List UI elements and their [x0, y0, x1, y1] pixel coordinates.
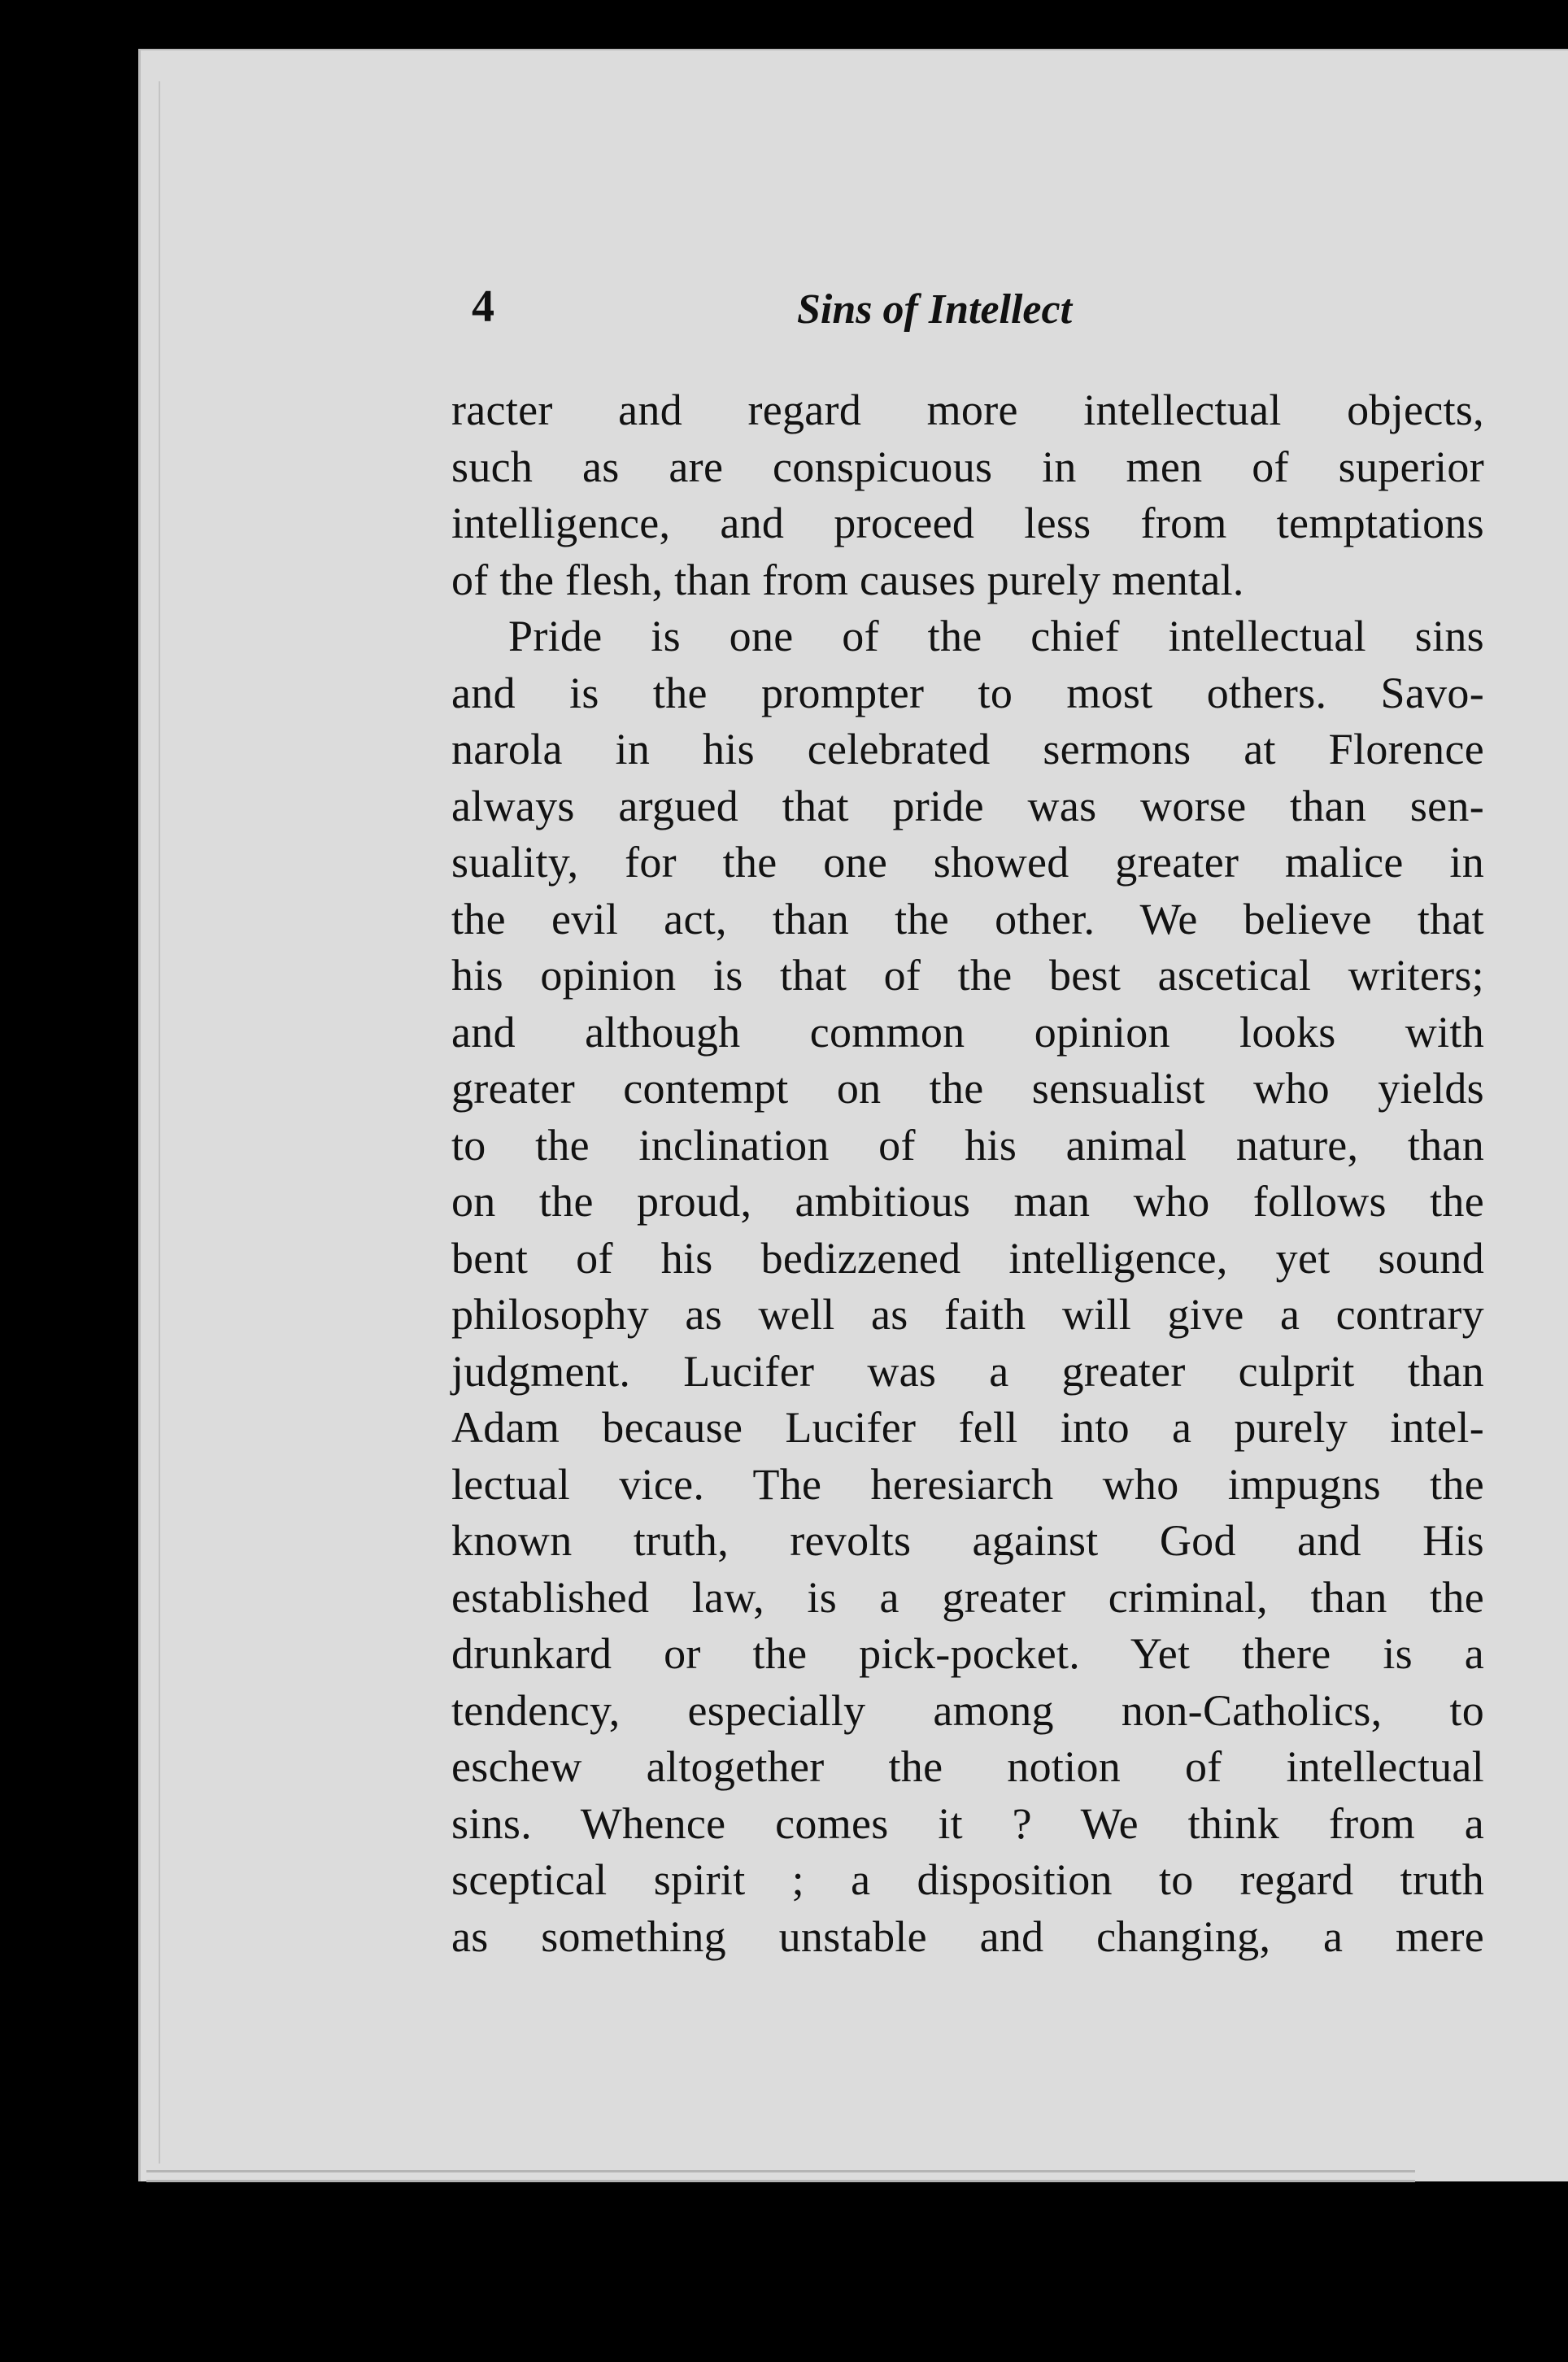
text-line: eschew altogether the notion of intellectual	[451, 1742, 1484, 1791]
text-line: as something unstable and changing, a mere	[451, 1911, 1484, 1961]
text-line: greater contempt on the sensualist who yields	[451, 1064, 1484, 1113]
text-line: philosophy as well as faith will give a contrary	[451, 1290, 1484, 1339]
text-line: known truth, revolts against God and His	[451, 1516, 1484, 1565]
text-line: narola in his celebrated sermons at Florence	[451, 725, 1484, 774]
text-line: always argued that pride was worse than sen-	[451, 781, 1484, 830]
text-line: to the inclination of his animal nature, than	[451, 1120, 1484, 1170]
text-line: on the proud, ambitious man who follows the	[451, 1177, 1484, 1226]
text-line: suality, for the one showed greater malice in	[451, 838, 1484, 887]
text-line: intelligence, and proceed less from temptations	[451, 499, 1484, 547]
text-line: sins. Whence comes it ? We think from a	[451, 1798, 1484, 1848]
text-line: and is the prompter to most others. Savo-	[451, 668, 1484, 717]
text-line: Pride is one of the chief intellectual sins	[508, 612, 1484, 660]
running-head: Sins of Intellect	[797, 286, 1073, 333]
text-line: sceptical spirit ; a disposition to regard truth	[451, 1855, 1484, 1904]
page-bottom-edge	[146, 2170, 1415, 2172]
page-number: 4	[472, 281, 494, 332]
text-line: of the flesh, than from causes purely mental.	[451, 555, 1244, 604]
page-edge-line	[159, 81, 160, 2164]
text-line: racter and regard more intellectual objects,	[451, 386, 1484, 434]
page-bottom-edge	[146, 2180, 1415, 2182]
text-line: tendency, especially among non-Catholics, to	[451, 1685, 1484, 1735]
text-line: drunkard or the pick-pocket. Yet there is a	[451, 1629, 1484, 1678]
body-text	[451, 382, 1484, 1965]
text-line: established law, is a greater criminal, than the	[451, 1572, 1484, 1622]
text-line: and although common opinion looks with	[451, 1007, 1484, 1057]
text-line: his opinion is that of the best ascetical writers;	[451, 951, 1484, 1000]
text-line: Adam because Lucifer fell into a purely intel-	[451, 1403, 1484, 1452]
page-header	[472, 281, 1488, 354]
text-line: such as are conspicuous in men of superior	[451, 442, 1484, 491]
text-line: judgment. Lucifer was a greater culprit than	[451, 1346, 1484, 1396]
text-line: lectual vice. The heresiarch who impugns the	[451, 1459, 1484, 1509]
text-line: bent of his bedizzened intelligence, yet sound	[451, 1233, 1484, 1283]
text-line: the evil act, than the other. We believe that	[451, 894, 1484, 943]
